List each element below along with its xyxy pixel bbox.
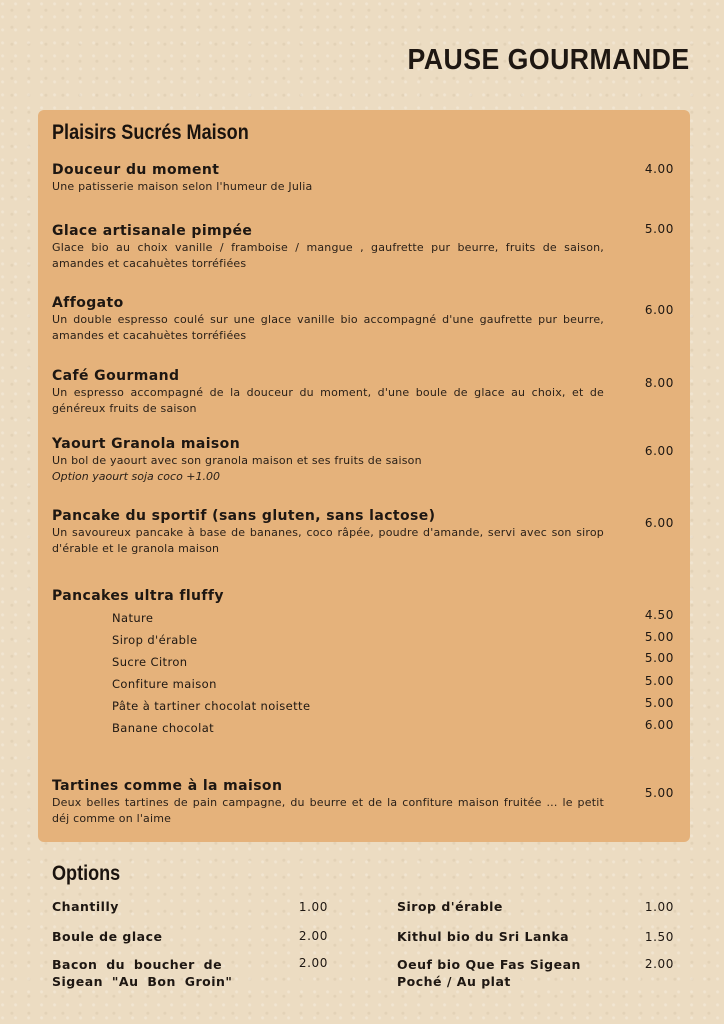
menu-item <box>52 222 604 272</box>
option-name: Sirop d'érable <box>397 899 503 914</box>
option-name: Kithul bio du Sri Lanka <box>397 929 570 944</box>
item-price: 5.00 <box>644 786 674 800</box>
pancake-variant-label: Nature <box>112 611 154 625</box>
item-description: Un savoureux pancake à base de bananes, coco râpée, poudre d'amande, servi avec son sirop d'érable et le granola maison <box>52 526 604 555</box>
option-price: 1.00 <box>644 900 674 914</box>
item-name: Yaourt Granola maison <box>52 436 241 452</box>
item-price: 6.00 <box>644 444 674 458</box>
option-name: Boule de glace <box>52 929 163 944</box>
item-name: Affogato <box>52 295 124 311</box>
item-name: Pancake du sportif (sans gluten, sans lactose) <box>52 508 436 524</box>
option-name: Bacon du boucher de Sigean "Au Bon Groin" <box>52 957 233 989</box>
option-name: Chantilly <box>52 899 119 914</box>
item-name: Café Gourmand <box>52 368 180 384</box>
option-price: 2.00 <box>644 957 674 971</box>
item-description: Glace bio au choix vanille / framboise / mangue , gaufrette pur beurre, fruits de saison, amandes et cacahuètes torréfiées <box>52 241 604 270</box>
menu-item <box>52 435 604 485</box>
item-price: 8.00 <box>644 376 674 390</box>
item-price: 4.00 <box>644 162 674 176</box>
option-name: Oeuf bio Que Fas Sigean Poché / Au plat <box>397 957 581 989</box>
pancake-variant-price: 4.50 <box>644 608 674 622</box>
item-description: Un espresso accompagné de la douceur du moment, d'une boule de glace au choix, et de généreux fruits de saison <box>52 386 604 415</box>
item-description: Une patisserie maison selon l'humeur de Julia <box>52 180 313 193</box>
pancake-variant-price: 5.00 <box>644 674 674 688</box>
pancake-variant-price: 5.00 <box>644 651 674 665</box>
section-title-options: Options <box>52 862 121 885</box>
option-price: 1.00 <box>298 900 328 914</box>
pancake-variant-label: Confiture maison <box>112 677 217 691</box>
item-name: Tartines comme à la maison <box>52 778 283 794</box>
menu-item <box>52 161 604 195</box>
pancake-variant-price: 5.00 <box>644 630 674 644</box>
pancake-variant-price: 5.00 <box>644 696 674 710</box>
item-name: Pancakes ultra fluffy <box>52 588 224 604</box>
menu-item-pancakes <box>52 587 604 605</box>
section-title-sweets: Plaisirs Sucrés Maison <box>52 121 249 144</box>
menu-item-tartines <box>52 777 604 827</box>
menu-item <box>52 367 604 417</box>
pancake-variant-label: Sucre Citron <box>112 655 188 669</box>
menu-item <box>52 294 604 344</box>
item-name: Glace artisanale pimpée <box>52 223 253 239</box>
item-name: Douceur du moment <box>52 162 220 178</box>
pancake-variant-price: 6.00 <box>644 718 674 732</box>
menu-item <box>52 507 604 557</box>
item-price: 6.00 <box>644 516 674 530</box>
item-price: 5.00 <box>644 222 674 236</box>
item-description: Un bol de yaourt avec son granola maison et ses fruits de saison <box>52 454 422 467</box>
pancake-variant-label: Banane chocolat <box>112 721 215 735</box>
pancake-variant-label: Sirop d'érable <box>112 633 198 647</box>
pancake-variant-label: Pâte à tartiner chocolat noisette <box>112 699 311 713</box>
item-option: Option yaourt soja coco +1.00 <box>52 470 221 483</box>
item-description: Un double espresso coulé sur une glace vanille bio accompagné d'une gaufrette pur beurre, amandes et cacahuètes torréfiées <box>52 313 604 342</box>
item-description: Deux belles tartines de pain campagne, du beurre et de la confiture maison fruitée ... le petit déj comme on l'aime <box>52 796 604 825</box>
option-price: 2.00 <box>298 929 328 943</box>
option-price: 1.50 <box>644 930 674 944</box>
item-price: 6.00 <box>644 303 674 317</box>
page-title: PAUSE GOURMANDE <box>407 44 690 76</box>
option-price: 2.00 <box>298 956 328 970</box>
